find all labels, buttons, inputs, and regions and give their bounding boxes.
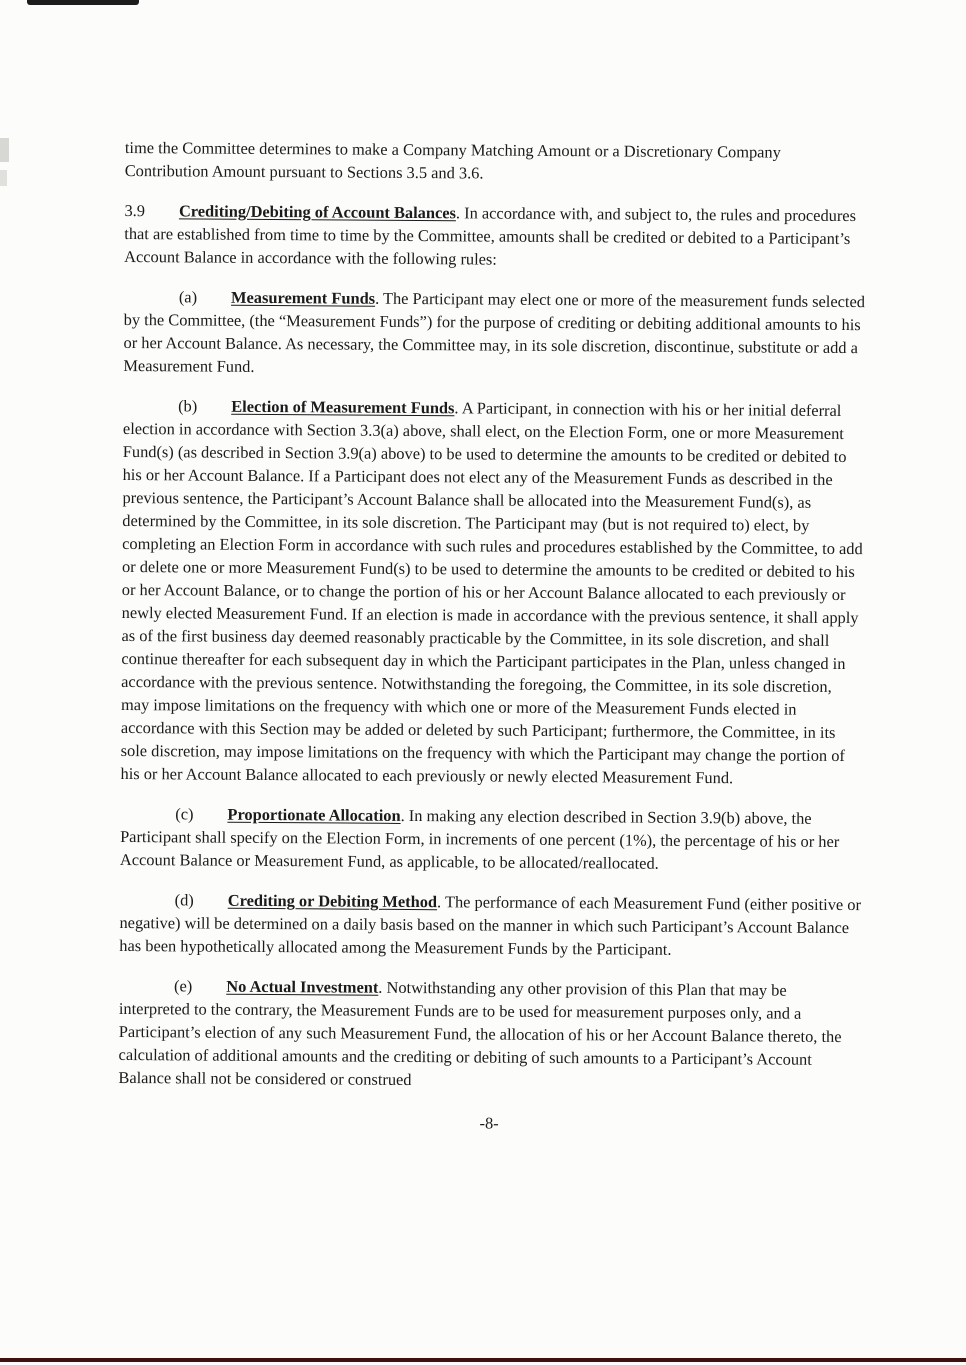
page-number: -8- bbox=[479, 1113, 499, 1133]
subsection-a-label: (a) bbox=[178, 287, 198, 307]
scan-artifact-bottom-edge bbox=[0, 1358, 966, 1362]
subsection-d-heading: Crediting or Debiting Method bbox=[227, 890, 438, 912]
section-body: . In accordance with, and subject to, the rules and procedures that are established from time to time by the Committee, amounts shall be credited or debited to a Participant’s Account Balance in accordance with the following rules: bbox=[124, 203, 857, 269]
paragraph-intro bbox=[125, 136, 867, 187]
subsection-a bbox=[123, 285, 866, 382]
subsection-e-label: (e) bbox=[174, 976, 193, 996]
subsection-d bbox=[119, 888, 861, 962]
subsection-e-heading: No Actual Investment bbox=[226, 976, 379, 997]
section-heading: Crediting/Debiting of Account Balances bbox=[178, 201, 457, 223]
subsection-a-heading: Measurement Funds bbox=[231, 287, 376, 308]
subsection-b-label: (b) bbox=[178, 396, 198, 416]
scan-artifact-top-edge bbox=[27, 0, 139, 5]
subsection-c-label: (c) bbox=[175, 804, 194, 824]
subsection-a-body: . The Participant may elect one or more of the measurement funds selected by the Committee, (the “Measurement Funds”) for the purpose of crediting or debiting additional amounts to his or her Account Balance. As necessary, the Committee may, in its sole discretion, discontinue, substitute or add a Measurement Fund. bbox=[123, 288, 866, 376]
subsection-c-heading: Proportionate Allocation bbox=[227, 804, 401, 825]
paragraph-intro-text: time the Committee determines to make a Company Matching Amount or a Discretionary Company Contribution Amount pursuant to Sections 3.5 and 3.6. bbox=[124, 137, 781, 183]
subsection-c bbox=[120, 802, 862, 876]
subsection-e-body: . Notwithstanding any other provision of this Plan that may be interpreted to the contrary, the Measurement Funds are to be used for measurement purposes only, and a Participant’s election of any such Measurement Fund, the allocation of his or her Account Balance thereto, the calculation of additional amounts and the crediting or debiting of such amounts to a Participant’s Account Balance shall not be considered or construed bbox=[118, 977, 842, 1090]
section-3-9 bbox=[124, 199, 866, 273]
subsection-b-body: . A Participant, in connection with his or her initial deferral election in accordance with Section 3.3(a) above, shall elect, on the Election Form, one or more Measurement Fund(s) (as described in Section 3.9(a) above) to be used to determine the amounts to be credited or debited to his or her Account Balance. If a Participant does not elect any of the Measurement Funds as described in the previous sentence, the Participant’s Account Balance shall be allocated into the Measurement Fund(s), as determined by the Committee, in its sole discretion. The Participant may (but is not required to) elect, by completing an Election Form in accordance with such rules and procedures established by the Committee, to add or delete one or more Measurement Fund(s) to be used to determine the amounts to be credited or debited to his or her Account Balance, or to change the portion of his or her Account Balance allocated to each previously or newly elected Measurement Fund. If an election is made in accordance with the previous sentence, it shall apply as of the first business day deemed reasonably practicable by the Committee, in its sole discretion, and shall continue thereafter for each subsequent day in which the Participant participates in the Plan, unless changed in accordance with the previous sentence. Notwithstanding the foregoing, the Committee, in its sole discretion, may impose limitations on the frequency with which one or more of the Measurement Funds elected in accordance with this Section may be added or deleted by such Participant; furthermore, the Committee, in its sole discretion, may impose limitations on the frequency with which the Participant may change the portion of his or her Account Balance allocated to each previously or newly elected Measurement Fund. bbox=[120, 398, 863, 788]
scan-artifact-left-edge-2 bbox=[0, 170, 7, 186]
subsection-b bbox=[120, 394, 865, 790]
document-content bbox=[118, 136, 867, 1137]
scan-artifact-left-edge-1 bbox=[0, 138, 9, 162]
subsection-e bbox=[118, 974, 861, 1094]
section-number: 3.9 bbox=[124, 200, 146, 221]
subsection-b-heading: Election of Measurement Funds bbox=[231, 396, 455, 418]
subsection-d-body: . The performance of each Measurement Fund (either positive or negative) will be determined on a daily basis based on the manner in which such Participant’s Account Balance has been hypothetically allocated among the Measurement Funds by the Participant. bbox=[119, 892, 862, 959]
subsection-c-body: . In making any election described in Section 3.9(b) above, the Participant shall specify on the Election Form, in increments of one percent (1%), the percentage of his or her Account Balance or Measurement Fund, as applicable, to be allocated/reallocated. bbox=[119, 805, 840, 873]
subsection-d-label: (d) bbox=[174, 890, 194, 910]
